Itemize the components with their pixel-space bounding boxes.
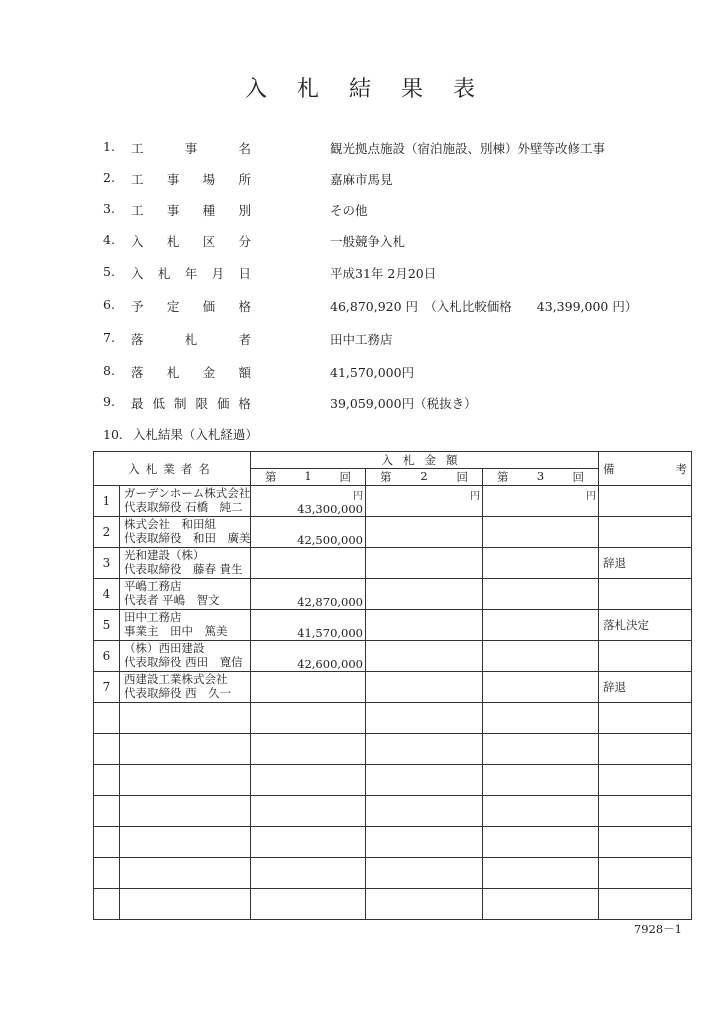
header-round-1: 第 1 回 <box>251 469 366 486</box>
header-remarks-text: 備 考 <box>603 461 687 476</box>
representative: 代表者 平嶋 智文 <box>124 593 220 607</box>
row-number: 6 <box>94 641 120 672</box>
round-2-amount <box>366 486 483 517</box>
empty-cell <box>94 703 120 734</box>
remarks-cell <box>599 579 692 610</box>
info-value: 46,870,920 円 （入札比較価格 43,399,000 円） <box>330 299 638 314</box>
info-value: 嘉麻市馬見 <box>330 172 393 187</box>
table-row <box>94 579 692 610</box>
empty-cell <box>366 703 483 734</box>
table-row <box>94 548 692 579</box>
info-row <box>0 330 720 350</box>
empty-row <box>94 858 692 889</box>
empty-cell <box>251 703 366 734</box>
table-row <box>94 641 692 672</box>
round-1-amount <box>251 517 366 548</box>
table-row <box>94 517 692 548</box>
empty-cell <box>120 858 251 889</box>
row-number: 2 <box>94 517 120 548</box>
representative: 代表取締役 石橋 純二 <box>124 500 243 514</box>
info-label: 工 事 場 所 <box>131 172 251 187</box>
info-num: 9. <box>103 394 115 409</box>
round-1-amount <box>251 610 366 641</box>
empty-cell <box>94 858 120 889</box>
bid-value: 42,500,000 <box>297 533 363 547</box>
empty-cell <box>251 889 366 920</box>
info-row <box>0 232 720 252</box>
round-2-amount <box>366 517 483 548</box>
empty-cell <box>483 734 599 765</box>
round-2-amount <box>366 641 483 672</box>
empty-cell <box>120 734 251 765</box>
empty-cell <box>120 703 251 734</box>
empty-cell <box>251 734 366 765</box>
company-name: （株）西田建設 <box>124 641 205 655</box>
info-num: 4. <box>103 232 115 247</box>
empty-cell <box>94 827 120 858</box>
info-num: 8. <box>103 363 115 378</box>
round-2-amount <box>366 610 483 641</box>
empty-cell <box>366 796 483 827</box>
row-number: 7 <box>94 672 120 703</box>
remarks-cell <box>599 517 692 548</box>
empty-cell <box>483 889 599 920</box>
info-value: 平成31年 2月20日 <box>330 266 437 281</box>
info-row <box>0 139 720 159</box>
empty-cell <box>599 796 692 827</box>
header-bidder-name: 入札業者名 <box>94 452 251 486</box>
info-num: 2. <box>103 170 115 185</box>
empty-cell <box>599 827 692 858</box>
empty-cell <box>94 734 120 765</box>
bidder-cell <box>120 517 251 548</box>
empty-cell <box>251 858 366 889</box>
empty-cell <box>599 734 692 765</box>
results-heading-num: 10. <box>103 427 123 442</box>
bidder-cell <box>120 548 251 579</box>
round-1-amount <box>251 486 366 517</box>
empty-cell <box>599 703 692 734</box>
company-name: 平嶋工務店 <box>124 579 182 593</box>
info-num: 7. <box>103 330 115 345</box>
company-name: ガーデンホーム株式会社 <box>124 486 251 500</box>
info-value: 田中工務店 <box>330 332 393 347</box>
bid-value: 42,600,000 <box>297 657 363 671</box>
table-row <box>94 486 692 517</box>
round-3-amount <box>483 641 599 672</box>
empty-cell <box>366 765 483 796</box>
row-number: 4 <box>94 579 120 610</box>
yen-unit: 円 <box>470 491 480 502</box>
empty-row <box>94 827 692 858</box>
empty-cell <box>251 796 366 827</box>
info-label: 落 札 者 <box>131 332 251 347</box>
info-num: 1. <box>103 139 115 154</box>
header-remarks <box>599 452 692 486</box>
remarks-cell: 辞退 <box>599 672 692 703</box>
round-1-amount <box>251 672 366 703</box>
info-label: 予 定 価 格 <box>131 299 251 314</box>
row-number: 3 <box>94 548 120 579</box>
info-num: 3. <box>103 201 115 216</box>
info-row <box>0 170 720 190</box>
bidder-cell <box>120 610 251 641</box>
page-code: 7928－1 <box>633 922 682 936</box>
round-3-amount <box>483 579 599 610</box>
empty-cell <box>599 765 692 796</box>
empty-cell <box>366 858 483 889</box>
empty-cell <box>94 889 120 920</box>
empty-cell <box>94 765 120 796</box>
info-num: 6. <box>103 297 115 312</box>
results-heading-text: 入札結果（入札経過） <box>132 427 258 442</box>
empty-cell <box>483 796 599 827</box>
representative: 代表取締役 藤春 貴生 <box>124 562 243 576</box>
info-row <box>0 264 720 284</box>
empty-row <box>94 734 692 765</box>
round-1-amount <box>251 641 366 672</box>
empty-cell <box>120 796 251 827</box>
empty-cell <box>366 827 483 858</box>
empty-cell <box>366 734 483 765</box>
info-label: 最 低 制 限 価 格 <box>131 396 251 411</box>
info-label: 工 事 種 別 <box>131 203 251 218</box>
remarks-cell: 落札決定 <box>599 610 692 641</box>
table-row <box>94 610 692 641</box>
round-2-amount <box>366 672 483 703</box>
empty-cell <box>366 889 483 920</box>
empty-cell <box>120 889 251 920</box>
info-num: 5. <box>103 264 115 279</box>
company-name: 株式会社 和田組 <box>124 517 216 531</box>
remarks-cell <box>599 486 692 517</box>
empty-cell <box>599 889 692 920</box>
company-name: 西建設工業株式会社 <box>124 672 228 686</box>
empty-cell <box>599 858 692 889</box>
header-round-2: 第 2 回 <box>366 469 483 486</box>
info-label: 入 札 年 月 日 <box>131 266 251 281</box>
empty-cell <box>251 827 366 858</box>
empty-cell <box>120 827 251 858</box>
bid-results-table <box>93 451 692 920</box>
round-2-amount <box>366 579 483 610</box>
info-label: 工 事 名 <box>131 141 251 156</box>
empty-cell <box>483 703 599 734</box>
bidder-cell <box>120 486 251 517</box>
bidder-cell <box>120 672 251 703</box>
round-1-amount <box>251 548 366 579</box>
row-number: 1 <box>94 486 120 517</box>
empty-cell <box>483 765 599 796</box>
yen-unit: 円 <box>586 491 596 502</box>
info-value: 観光拠点施設（宿泊施設、別棟）外壁等改修工事 <box>330 141 606 156</box>
page-title: 入札結果表 <box>244 77 505 102</box>
company-name: 田中工務店 <box>124 610 182 624</box>
empty-cell <box>483 858 599 889</box>
bid-value: 43,300,000 <box>297 502 363 516</box>
round-3-amount <box>483 672 599 703</box>
empty-row <box>94 765 692 796</box>
info-row <box>0 297 720 317</box>
representative: 代表取締役 西 久一 <box>124 686 232 700</box>
remarks-cell: 辞退 <box>599 548 692 579</box>
info-value: 39,059,000円（税抜き） <box>330 396 477 411</box>
empty-cell <box>94 796 120 827</box>
remarks-cell <box>599 641 692 672</box>
round-2-amount <box>366 548 483 579</box>
representative: 代表取締役 西田 寛信 <box>124 655 243 669</box>
empty-cell <box>251 765 366 796</box>
empty-cell <box>120 765 251 796</box>
empty-cell <box>483 827 599 858</box>
table-row <box>94 672 692 703</box>
info-label: 入 札 区 分 <box>131 234 251 249</box>
company-name: 光和建設（株） <box>124 548 205 562</box>
info-value: 41,570,000円 <box>330 365 415 380</box>
yen-unit: 円 <box>353 491 363 502</box>
round-3-amount <box>483 610 599 641</box>
round-1-amount <box>251 579 366 610</box>
empty-row <box>94 889 692 920</box>
round-3-amount <box>483 548 599 579</box>
info-value: 一般競争入札 <box>330 234 406 249</box>
empty-row <box>94 703 692 734</box>
bid-value: 41,570,000 <box>297 626 363 640</box>
info-row <box>0 394 720 414</box>
round-3-amount <box>483 486 599 517</box>
info-label: 落 札 金 額 <box>131 365 251 380</box>
bidder-cell <box>120 641 251 672</box>
results-heading <box>103 425 258 443</box>
bid-value: 42,870,000 <box>297 595 363 609</box>
row-number: 5 <box>94 610 120 641</box>
info-value: その他 <box>330 203 368 218</box>
empty-row <box>94 796 692 827</box>
header-round-3: 第 3 回 <box>483 469 599 486</box>
round-3-amount <box>483 517 599 548</box>
info-row <box>0 201 720 221</box>
representative: 事業主 田中 篤美 <box>124 624 228 638</box>
info-row <box>0 363 720 383</box>
header-bid-amount: 入札金額 <box>251 452 599 469</box>
bidder-cell <box>120 579 251 610</box>
representative: 代表取締役 和田 廣美 <box>124 531 251 545</box>
